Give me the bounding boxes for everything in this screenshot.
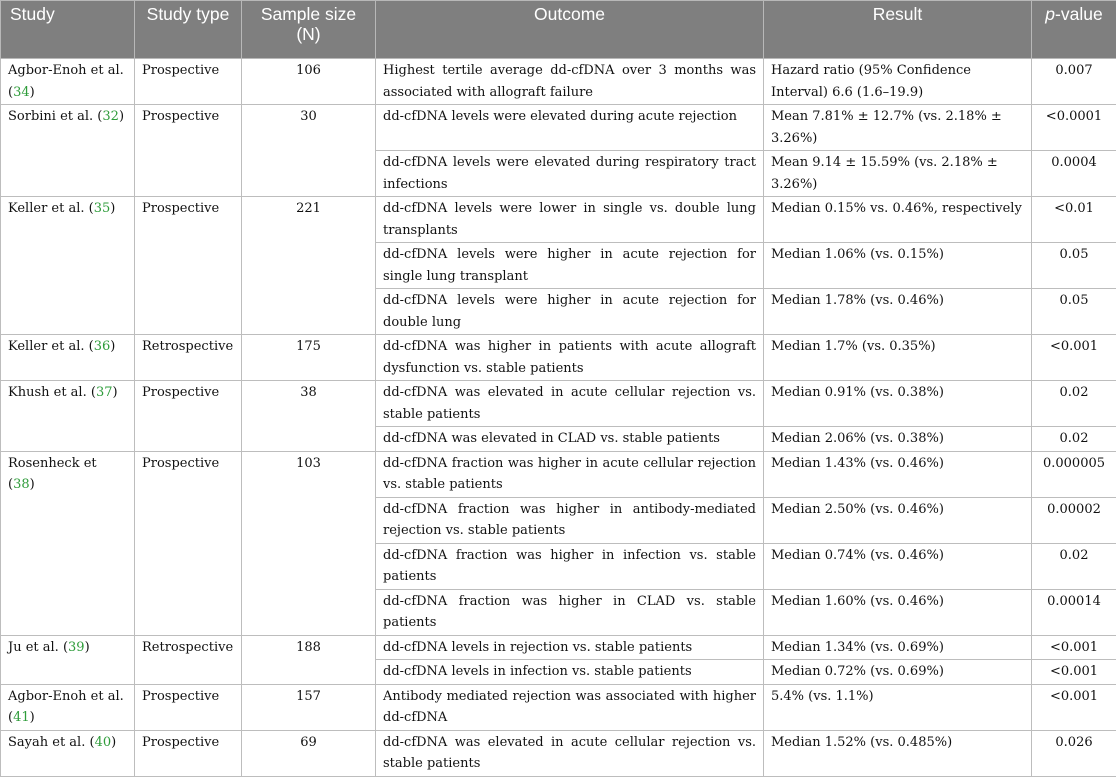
outcome-cell: dd-cfDNA levels were lower in single vs. double lung transplants bbox=[376, 197, 764, 243]
result-cell: Median 0.91% (vs. 0.38%) bbox=[764, 381, 1032, 427]
p-value-cell: 0.05 bbox=[1032, 289, 1116, 335]
outcome-cell: dd-cfDNA fraction was higher in infection vs. stable patients bbox=[376, 543, 764, 589]
study-name: Ju et al. ( bbox=[8, 640, 68, 655]
header-row bbox=[1, 1, 1116, 59]
table-row bbox=[1, 105, 1116, 151]
study-name-close: ) bbox=[110, 201, 115, 216]
study-name: Agbor-Enoh et al. ( bbox=[8, 63, 124, 100]
sample-size-cell: 103 bbox=[242, 451, 376, 635]
p-value-cell: <0.001 bbox=[1032, 684, 1116, 730]
study-name: Rosenheck et ( bbox=[8, 456, 97, 493]
outcome-cell: dd-cfDNA levels in rejection vs. stable patients bbox=[376, 635, 764, 660]
outcome-cell: Antibody mediated rejection was associated with higher dd-cfDNA bbox=[376, 684, 764, 730]
study-type-cell: Prospective bbox=[135, 451, 242, 635]
study-cell bbox=[1, 59, 135, 105]
table-row bbox=[1, 451, 1116, 497]
header-study: Study bbox=[1, 1, 135, 59]
table-body bbox=[1, 59, 1116, 777]
outcome-cell: dd-cfDNA levels were elevated during respiratory tract infections bbox=[376, 151, 764, 197]
header-result: Result bbox=[764, 1, 1032, 59]
study-cell bbox=[1, 730, 135, 776]
p-value-cell: <0.001 bbox=[1032, 335, 1116, 381]
p-value-cell: <0.01 bbox=[1032, 197, 1116, 243]
study-name-close: ) bbox=[112, 385, 117, 400]
p-value-cell: 0.02 bbox=[1032, 381, 1116, 427]
study-name-close: ) bbox=[85, 640, 90, 655]
result-cell: Median 2.06% (vs. 0.38%) bbox=[764, 427, 1032, 452]
header-p-value bbox=[1032, 1, 1116, 59]
study-name-close: ) bbox=[119, 109, 124, 124]
result-cell: Median 0.15% vs. 0.46%, respectively bbox=[764, 197, 1032, 243]
reference-link[interactable]: 39 bbox=[68, 640, 85, 655]
study-name-close: ) bbox=[30, 477, 35, 492]
header-study-type: Study type bbox=[135, 1, 242, 59]
p-value-cell: <0.001 bbox=[1032, 635, 1116, 660]
result-cell: Median 0.74% (vs. 0.46%) bbox=[764, 543, 1032, 589]
sample-size-cell: 188 bbox=[242, 635, 376, 684]
study-type-cell: Prospective bbox=[135, 197, 242, 335]
reference-link[interactable]: 41 bbox=[13, 710, 30, 725]
result-cell: Median 1.52% (vs. 0.485%) bbox=[764, 730, 1032, 776]
study-name: Keller et al. ( bbox=[8, 339, 94, 354]
table-row bbox=[1, 197, 1116, 243]
study-type-cell: Retrospective bbox=[135, 335, 242, 381]
outcome-cell: dd-cfDNA was elevated in acute cellular rejection vs. stable patients bbox=[376, 730, 764, 776]
study-cell bbox=[1, 105, 135, 197]
header-sample-size: Sample size (N) bbox=[242, 1, 376, 59]
p-value-cell: 0.00014 bbox=[1032, 589, 1116, 635]
sample-size-cell: 30 bbox=[242, 105, 376, 197]
reference-link[interactable]: 40 bbox=[95, 735, 112, 750]
result-cell: Median 0.72% (vs. 0.69%) bbox=[764, 660, 1032, 685]
table-row bbox=[1, 381, 1116, 427]
result-cell: Median 1.06% (vs. 0.15%) bbox=[764, 243, 1032, 289]
study-cell bbox=[1, 451, 135, 635]
study-name-close: ) bbox=[111, 735, 116, 750]
p-value-cell: 0.02 bbox=[1032, 427, 1116, 452]
result-cell: Median 1.43% (vs. 0.46%) bbox=[764, 451, 1032, 497]
table-row bbox=[1, 684, 1116, 730]
sample-size-cell: 221 bbox=[242, 197, 376, 335]
p-value-cell: <0.001 bbox=[1032, 660, 1116, 685]
outcome-cell: dd-cfDNA was elevated in CLAD vs. stable patients bbox=[376, 427, 764, 452]
reference-link[interactable]: 32 bbox=[102, 109, 119, 124]
study-type-cell: Prospective bbox=[135, 381, 242, 452]
sample-size-cell: 69 bbox=[242, 730, 376, 776]
study-name: Sorbini et al. ( bbox=[8, 109, 102, 124]
outcome-cell: dd-cfDNA was higher in patients with acute allograft dysfunction vs. stable patients bbox=[376, 335, 764, 381]
outcome-cell: dd-cfDNA levels were higher in acute rejection for single lung transplant bbox=[376, 243, 764, 289]
study-type-cell: Retrospective bbox=[135, 635, 242, 684]
p-value-cell: 0.026 bbox=[1032, 730, 1116, 776]
study-name-close: ) bbox=[30, 85, 35, 100]
study-name-close: ) bbox=[110, 339, 115, 354]
outcome-cell: dd-cfDNA levels in infection vs. stable patients bbox=[376, 660, 764, 685]
study-type-cell: Prospective bbox=[135, 59, 242, 105]
sample-size-cell: 38 bbox=[242, 381, 376, 452]
reference-link[interactable]: 34 bbox=[13, 85, 30, 100]
table-header bbox=[1, 1, 1116, 59]
result-cell: Median 1.60% (vs. 0.46%) bbox=[764, 589, 1032, 635]
p-value-cell: 0.02 bbox=[1032, 543, 1116, 589]
sample-size-cell: 175 bbox=[242, 335, 376, 381]
reference-link[interactable]: 37 bbox=[96, 385, 113, 400]
sample-size-cell: 106 bbox=[242, 59, 376, 105]
study-name: Khush et al. ( bbox=[8, 385, 96, 400]
study-cell bbox=[1, 197, 135, 335]
table-row bbox=[1, 59, 1116, 105]
p-value-cell: 0.05 bbox=[1032, 243, 1116, 289]
reference-link[interactable]: 38 bbox=[13, 477, 30, 492]
outcome-cell: dd-cfDNA was elevated in acute cellular rejection vs. stable patients bbox=[376, 381, 764, 427]
header-outcome: Outcome bbox=[376, 1, 764, 59]
outcome-cell: dd-cfDNA fraction was higher in CLAD vs. stable patients bbox=[376, 589, 764, 635]
outcome-cell: dd-cfDNA levels were elevated during acute rejection bbox=[376, 105, 764, 151]
study-cell bbox=[1, 381, 135, 452]
p-value-cell: 0.000005 bbox=[1032, 451, 1116, 497]
reference-link[interactable]: 35 bbox=[94, 201, 111, 216]
study-cell bbox=[1, 635, 135, 684]
outcome-cell: dd-cfDNA fraction was higher in antibody-mediated rejection vs. stable patients bbox=[376, 497, 764, 543]
table-row bbox=[1, 635, 1116, 660]
study-cell bbox=[1, 335, 135, 381]
outcome-cell: dd-cfDNA fraction was higher in acute cellular rejection vs. stable patients bbox=[376, 451, 764, 497]
p-value-cell: 0.0004 bbox=[1032, 151, 1116, 197]
study-cell bbox=[1, 684, 135, 730]
table-row bbox=[1, 730, 1116, 776]
header-p-rest: -value bbox=[1055, 4, 1103, 24]
study-name: Sayah et al. ( bbox=[8, 735, 95, 750]
sample-size-cell: 157 bbox=[242, 684, 376, 730]
p-value-cell: <0.0001 bbox=[1032, 105, 1116, 151]
outcome-cell: dd-cfDNA levels were higher in acute rejection for double lung bbox=[376, 289, 764, 335]
result-cell: Mean 9.14 ± 15.59% (vs. 2.18% ± 3.26%) bbox=[764, 151, 1032, 197]
result-cell: Median 1.7% (vs. 0.35%) bbox=[764, 335, 1032, 381]
table-row bbox=[1, 335, 1116, 381]
result-cell: Median 2.50% (vs. 0.46%) bbox=[764, 497, 1032, 543]
p-value-cell: 0.00002 bbox=[1032, 497, 1116, 543]
result-cell: Mean 7.81% ± 12.7% (vs. 2.18% ± 3.26%) bbox=[764, 105, 1032, 151]
study-type-cell: Prospective bbox=[135, 730, 242, 776]
study-name: Agbor-Enoh et al. ( bbox=[8, 689, 124, 726]
reference-link[interactable]: 36 bbox=[94, 339, 111, 354]
study-name: Keller et al. ( bbox=[8, 201, 94, 216]
outcome-cell: Highest tertile average dd-cfDNA over 3 months was associated with allograft failure bbox=[376, 59, 764, 105]
result-cell: Median 1.78% (vs. 0.46%) bbox=[764, 289, 1032, 335]
result-cell: Median 1.34% (vs. 0.69%) bbox=[764, 635, 1032, 660]
header-p-italic: p bbox=[1045, 4, 1055, 24]
study-type-cell: Prospective bbox=[135, 105, 242, 197]
study-name-close: ) bbox=[30, 710, 35, 725]
study-type-cell: Prospective bbox=[135, 684, 242, 730]
result-cell: 5.4% (vs. 1.1%) bbox=[764, 684, 1032, 730]
p-value-cell: 0.007 bbox=[1032, 59, 1116, 105]
result-cell: Hazard ratio (95% Confidence Interval) 6.6 (1.6–19.9) bbox=[764, 59, 1032, 105]
